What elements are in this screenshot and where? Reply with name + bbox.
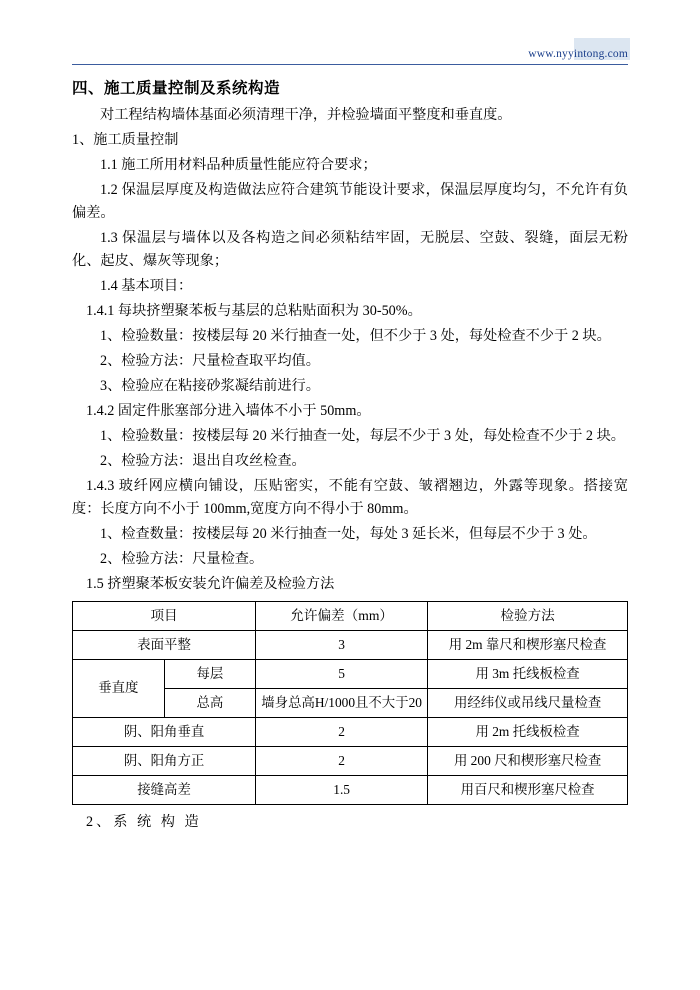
cell-tolerance: 3 (256, 631, 428, 660)
cell-method: 用 2m 靠尺和楔形塞尺检查 (428, 631, 628, 660)
clause-1-4-2: 1.4.2 固定件胀塞部分进入墙体不小于 50mm。 (86, 403, 371, 419)
cell-item: 阴、阳角方正 (73, 747, 256, 776)
intro-paragraph: 对工程结构墙体基面必须清理干净，并检验墙面平整度和垂直度。 (100, 107, 512, 123)
clause-1-4-2-item-2: 2、检验方法：退出自攻丝检查。 (100, 453, 306, 469)
header-website-text: www.nyyintong.com (528, 48, 628, 60)
document-body (72, 72, 628, 831)
page-title: 四、施工质量控制及系统构造 (72, 80, 281, 97)
clause-1-4-1-item-1: 1、检验数量：按楼层每 20 米行抽查一处，但不少于 3 处，每处检查不少于 2 块。 (100, 328, 611, 344)
table-header-method: 检验方法 (428, 602, 628, 631)
cell-tolerance: 1.5 (256, 776, 428, 805)
table-header-item: 项目 (73, 602, 256, 631)
clause-1-1: 1.1 施工所用材料品种质量性能应符合要求； (100, 157, 377, 173)
cell-method: 用经纬仪或吊线尺量检查 (428, 689, 628, 718)
table-row (73, 776, 628, 805)
header-divider (72, 64, 628, 65)
tolerance-table (72, 601, 628, 805)
cell-item: 阴、阳角垂直 (73, 718, 256, 747)
clause-1-4-3: 1.4.3 玻纤网应横向铺设，压贴密实，不能有空鼓、皱褶翘边，外露等现象。搭接宽度：长度方向不小于 100mm,宽度方向不得小于 80mm。 (72, 478, 628, 517)
table-row (73, 631, 628, 660)
cell-subitem: 每层 (164, 660, 256, 689)
table-row (73, 718, 628, 747)
clause-1-4-1-item-3: 3、检验应在粘接砂浆凝结前进行。 (100, 378, 320, 394)
cell-tolerance: 2 (256, 718, 428, 747)
cell-item: 表面平整 (73, 631, 256, 660)
clause-1-5: 1.5 挤塑聚苯板安装允许偏差及检验方法 (86, 576, 335, 592)
cell-item: 接缝高差 (73, 776, 256, 805)
cell-subitem: 总高 (164, 689, 256, 718)
clause-1-4-3-item-1: 1、检查数量：按楼层每 20 米行抽查一处，每处 3 延长米，但每层不少于 3 处。 (100, 526, 597, 542)
clause-1-4-1-item-2: 2、检验方法：尺量检查取平均值。 (100, 353, 320, 369)
cell-tolerance: 墙身总高H/1000且不大于20 (256, 689, 428, 718)
table-header-tolerance: 允许偏差（mm） (256, 602, 428, 631)
cell-method: 用百尺和楔形塞尺检查 (428, 776, 628, 805)
clause-1-2: 1.2 保温层厚度及构造做法应符合建筑节能设计要求，保温层厚度均匀，不允许有负偏差。 (72, 182, 628, 221)
table-row (73, 660, 628, 689)
table-header-row (73, 602, 628, 631)
heading-system-structure: 2、系 统 构 造 (86, 814, 202, 830)
clause-1-3: 1.3 保温层与墙体以及各构造之间必须粘结牢固，无脱层、空鼓、裂缝，面层无粉化、起皮、爆灰等现象； (72, 230, 628, 269)
cell-method: 用 2m 托线板检查 (428, 718, 628, 747)
cell-tolerance: 5 (256, 660, 428, 689)
clause-1-4: 1.4 基本项目： (100, 278, 193, 294)
cell-tolerance: 2 (256, 747, 428, 776)
heading-quality-control: 1、施工质量控制 (72, 132, 179, 148)
cell-method: 用 200 尺和楔形塞尺检查 (428, 747, 628, 776)
clause-1-4-2-item-1: 1、检验数量：按楼层每 20 米行抽查一处，每层不少于 3 处，每处检查不少于 2 块。 (100, 428, 625, 444)
table-row (73, 747, 628, 776)
cell-method: 用 3m 托线板检查 (428, 660, 628, 689)
cell-item: 垂直度 (73, 660, 165, 718)
clause-1-4-3-item-2: 2、检验方法：尺量检查。 (100, 551, 264, 567)
clause-1-4-1: 1.4.1 每块挤塑聚苯板与基层的总粘贴面积为 30-50%。 (86, 303, 422, 319)
